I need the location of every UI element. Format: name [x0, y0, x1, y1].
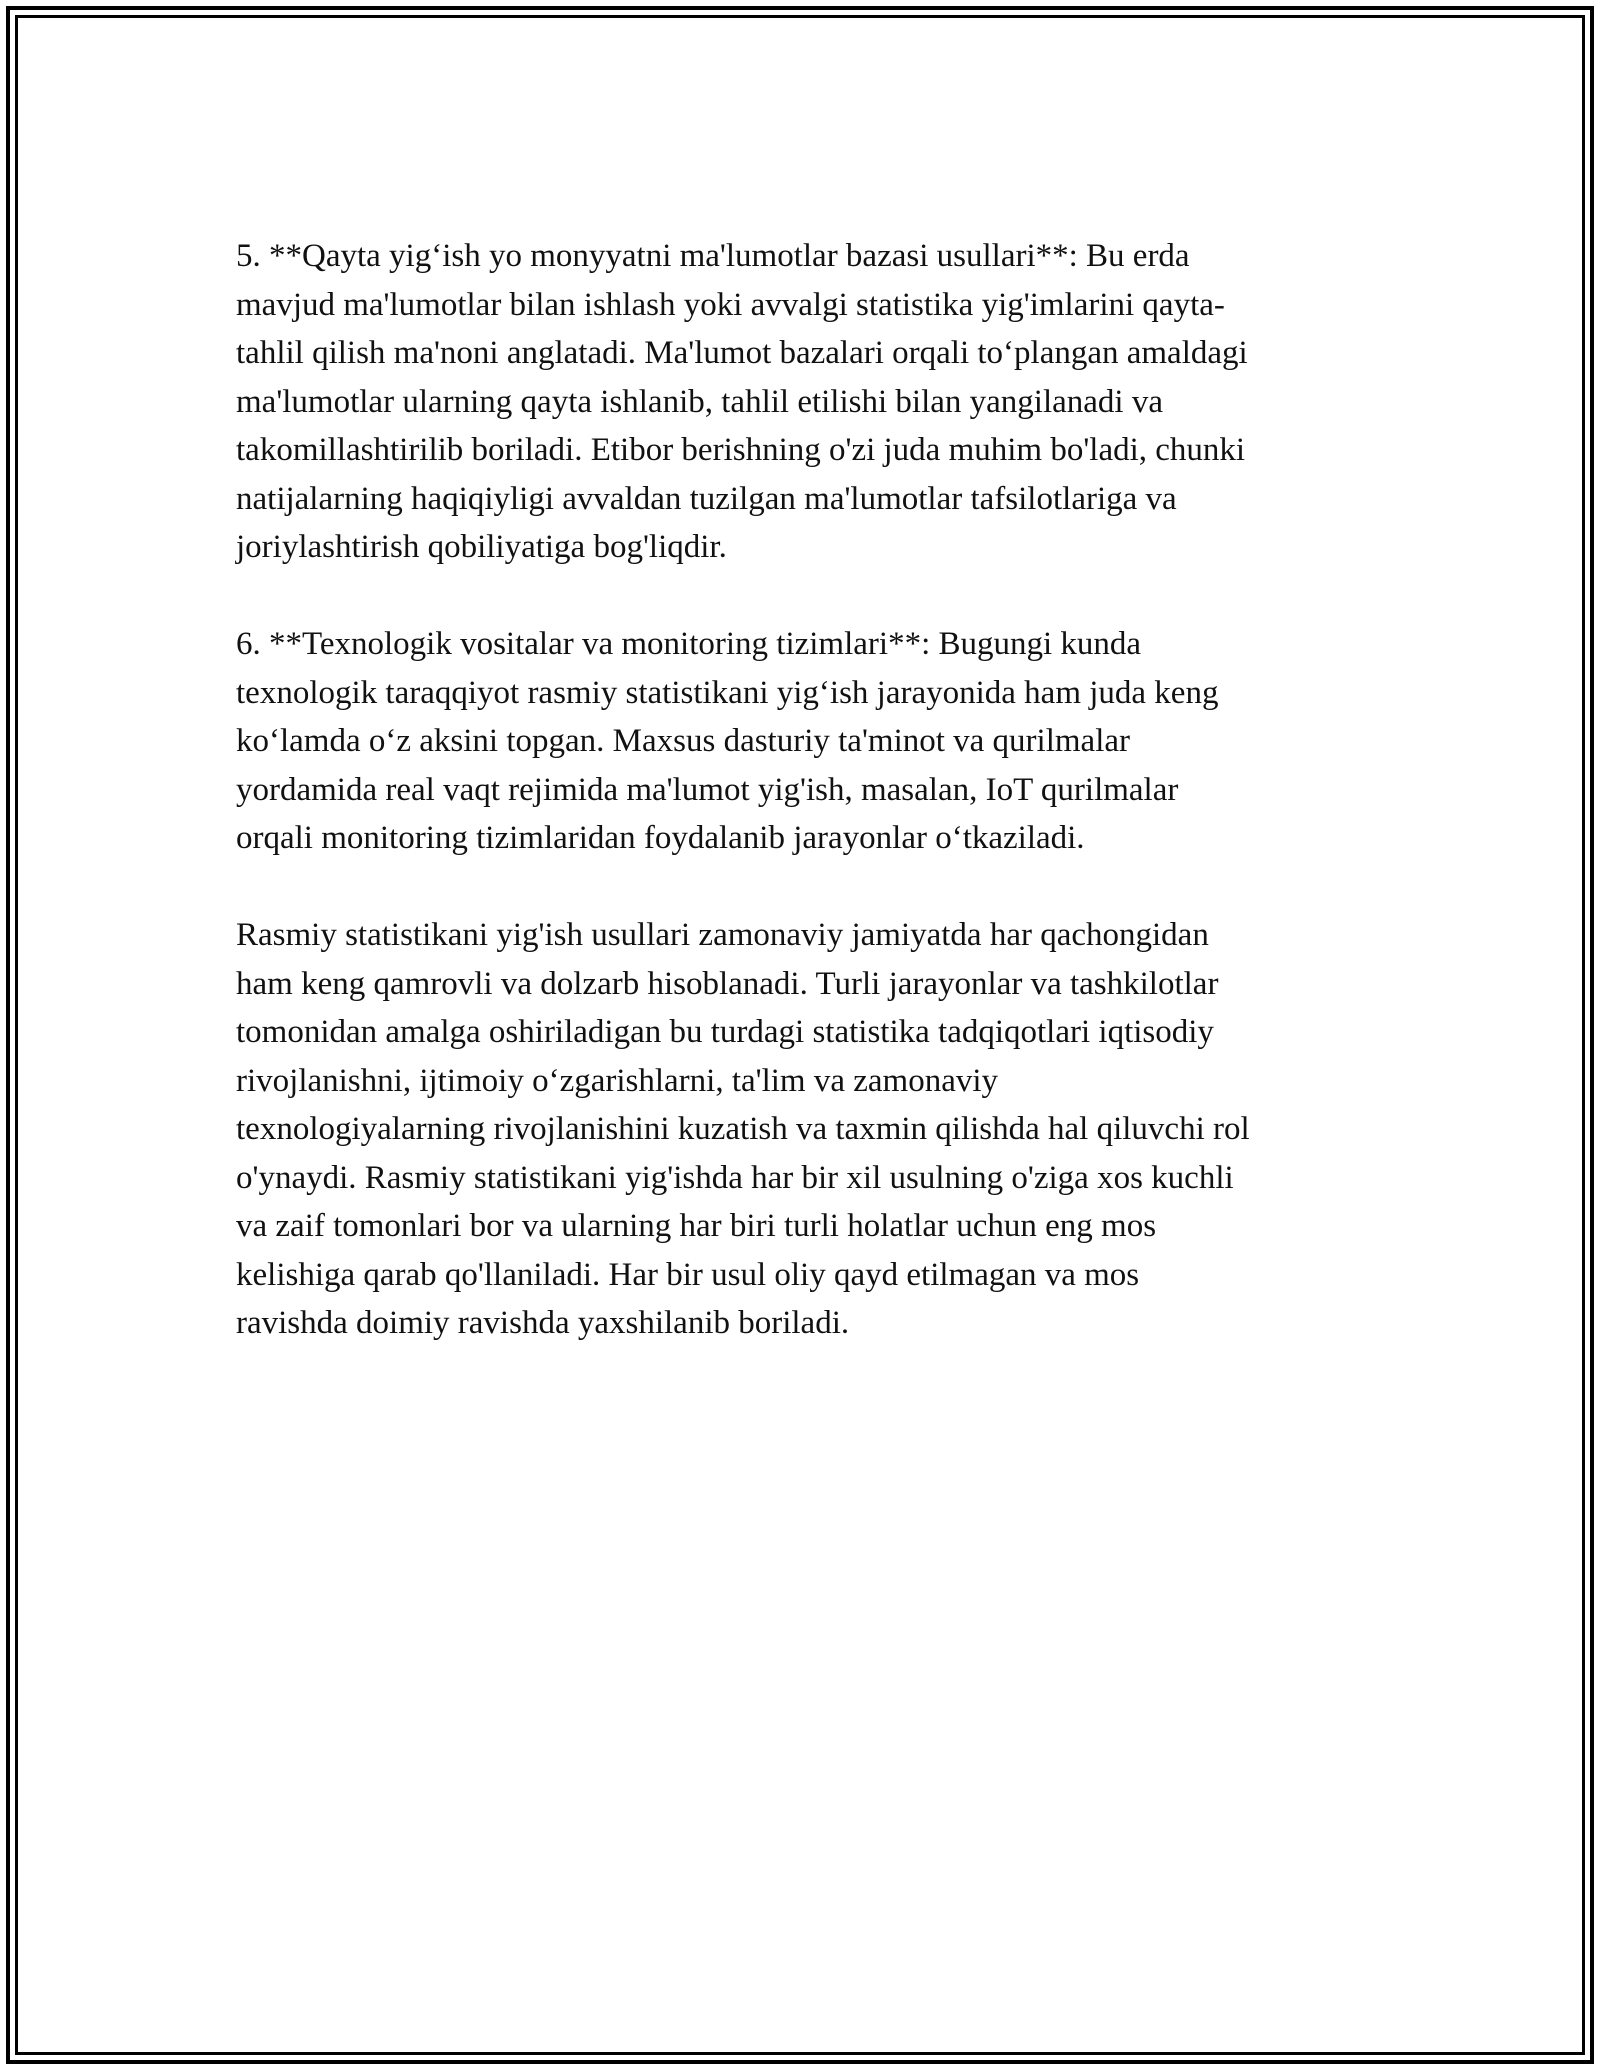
text-line: joriylashtirish qobiliyatiga bog'liqdir. — [236, 529, 727, 565]
text-line: ma'lumotlar ularning qayta ishlanib, tahlil etilishi bilan yangilanadi va — [236, 383, 1163, 420]
text-line: natijalarning haqiqiyligi avvaldan tuzilgan ma'lumotlar tafsilotlariga va — [236, 480, 1177, 517]
text-line: ham keng qamrovli va dolzarb hisoblanadi. Turli jarayonlar va tashkilotlar — [236, 965, 1219, 1002]
text-line: mavjud ma'lumotlar bilan ishlash yoki avvalgi statistika yig'imlarini qayta- — [236, 286, 1225, 323]
document-body — [236, 232, 1366, 1396]
text-line: 5. **Qayta yig‘ish yo monyyatni ma'lumotlar bazasi usullari**: Bu erda — [236, 238, 1190, 274]
text-line: tahlil qilish ma'noni anglatadi. Ma'lumot bazalari orqali to‘plangan amaldagi — [236, 335, 1248, 371]
text-line: rivojlanishni, ijtimoiy o‘zgarishlarni, ta'lim va zamonaviy — [236, 1062, 999, 1099]
paragraph-item-5 — [236, 232, 1366, 572]
paragraph-conclusion — [236, 911, 1366, 1348]
text-line: kelishiga qarab qo'llaniladi. Har bir usul oliy qayd etilmagan va mos — [236, 1256, 1140, 1293]
text-line: texnologik taraqqiyot rasmiy statistikani yig‘ish jarayonida ham juda keng — [236, 674, 1219, 711]
text-line: o'ynaydi. Rasmiy statistikani yig'ishda har bir xil usulning o'ziga xos kuchli — [236, 1159, 1234, 1196]
text-line: orqali monitoring tizimlaridan foydalanib jarayonlar o‘tkaziladi. — [236, 820, 1085, 856]
text-line: takomillashtirilib boriladi. Etibor berishning o'zi juda muhim bo'ladi, chunki — [236, 432, 1246, 468]
text-line: 6. **Texnologik vositalar va monitoring tizimlari**: Bugungi kunda — [236, 626, 1142, 662]
text-line: yordamida real vaqt rejimida ma'lumot yig'ish, masalan, IoT qurilmalar — [236, 771, 1179, 808]
text-line: tomonidan amalga oshiriladigan bu turdagi statistika tadqiqotlari iqtisodiy — [236, 1014, 1214, 1050]
text-line: texnologiyalarning rivojlanishini kuzatish va taxmin qilishda hal qiluvchi rol — [236, 1111, 1250, 1147]
text-line: va zaif tomonlari bor va ularning har biri turli holatlar uchun eng mos — [236, 1208, 1157, 1244]
text-line: Rasmiy statistikani yig'ish usullari zamonaviy jamiyatda har qachongidan — [236, 917, 1209, 953]
paragraph-item-6 — [236, 620, 1366, 863]
text-line: ravishda doimiy ravishda yaxshilanib boriladi. — [236, 1305, 850, 1341]
text-line: ko‘lamda o‘z aksini topgan. Maxsus dasturiy ta'minot va qurilmalar — [236, 723, 1130, 759]
